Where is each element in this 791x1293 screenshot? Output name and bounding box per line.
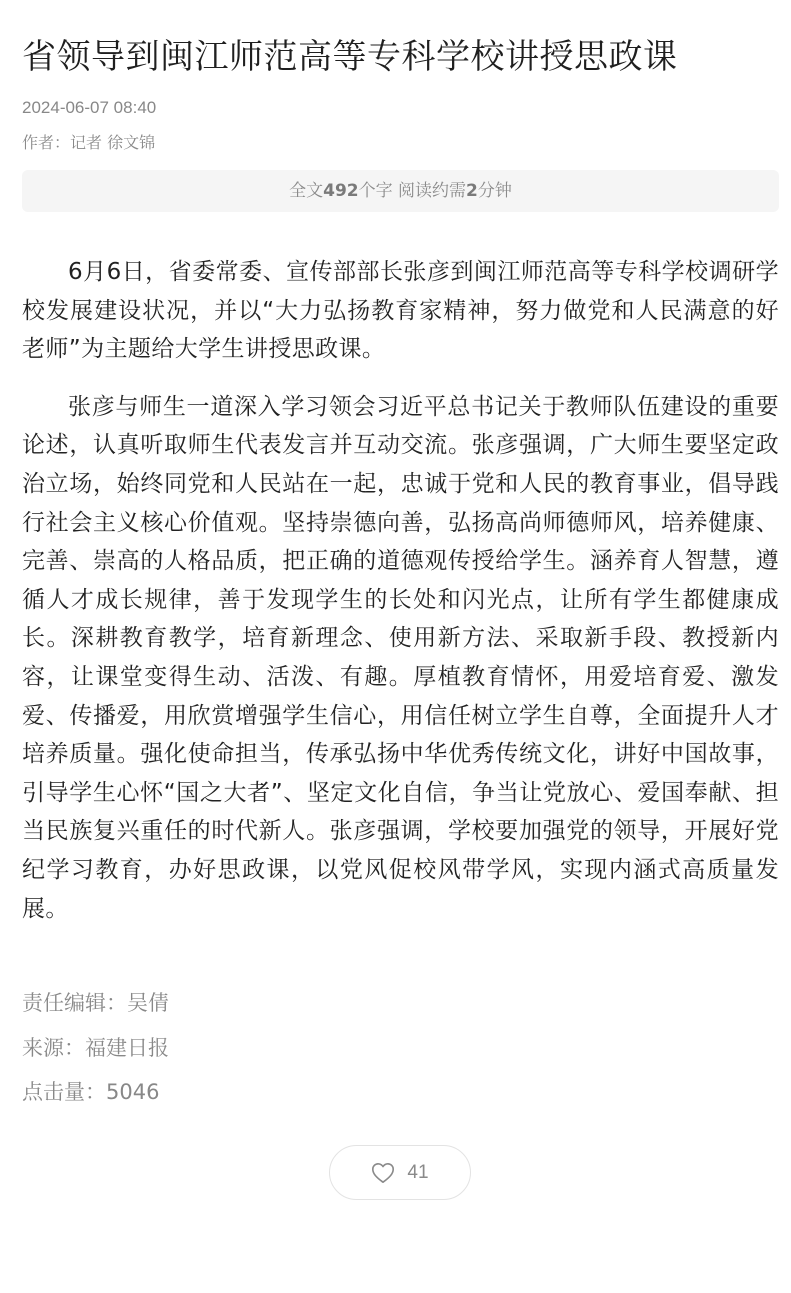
author-line [22, 131, 155, 155]
like-count: 41 [407, 1161, 429, 1183]
reading-summary [22, 170, 779, 212]
author-name: 记者 徐文锦 [70, 133, 156, 152]
summary-prefix: 全文 [289, 181, 324, 201]
summary-minutes: 2 [466, 181, 478, 201]
summary-char-count: 492 [323, 181, 359, 201]
responsible-editor: 责任编辑：吴倩 [22, 991, 169, 1015]
article-paragraph: 6月6日，省委常委、宣传部部长张彦到闽江师范高等专科学校调研学校发展建设状况，并以“大力弘扬教育家精神，努力做党和人民满意的好老师”为主题给大学生讲授思政课。 [22, 259, 779, 363]
summary-middle: 个字 阅读约需 [358, 181, 467, 201]
article-body [22, 253, 779, 947]
author-prefix: 作者： [22, 133, 71, 152]
article-source: 来源：福建日报 [22, 1036, 169, 1060]
like-button[interactable] [329, 1145, 471, 1200]
summary-suffix: 分钟 [477, 181, 512, 201]
article-paragraph: 张彦与师生一道深入学习领会习近平总书记关于教师队伍建设的重要论述，认真听取师生代表发言并互动交流。张彦强调，广大师生要坚定政治立场，始终同党和人民站在一起，忠诚于党和人民的教育事业，倡导践行社会主义核心价值观。坚持崇德向善，弘扬高尚师德师风，培养健康、完善、崇高的人格品质，把正确的道德观传授给学生。涵养育人智慧，遵循人才成长规律，善于发现学生的长处和闪光点，让所有学生都健康成长。深耕教育教学，培育新理念、使用新方法、采取新手段、教授新内容，让课堂变得生动、活泼、有趣。厚植教育情怀，用爱培育爱、激发爱、传播爱，用欣赏增强学生信心，用信任树立学生自尊，全面提升人才培养质量。强化使命担当，传承弘扬中华优秀传统文化，讲好中国故事，引导学生心怀“国之大者”、坚定文化自信，争当让党放心、爱国奉献、担当民族复兴重任的时代新人。张彦强调，学校要加强党的领导，开展好党纪学习教育，办好思政课，以党风促校风带学风，实现内涵式高质量发展。 [22, 393, 779, 922]
publish-date: 2024-06-07 08:40 [22, 98, 157, 117]
view-count: 点击量：5046 [22, 1080, 160, 1104]
article-title: 省领导到闽江师范高等专科学校讲授思政课 [22, 37, 678, 77]
heart-icon [371, 1162, 395, 1184]
